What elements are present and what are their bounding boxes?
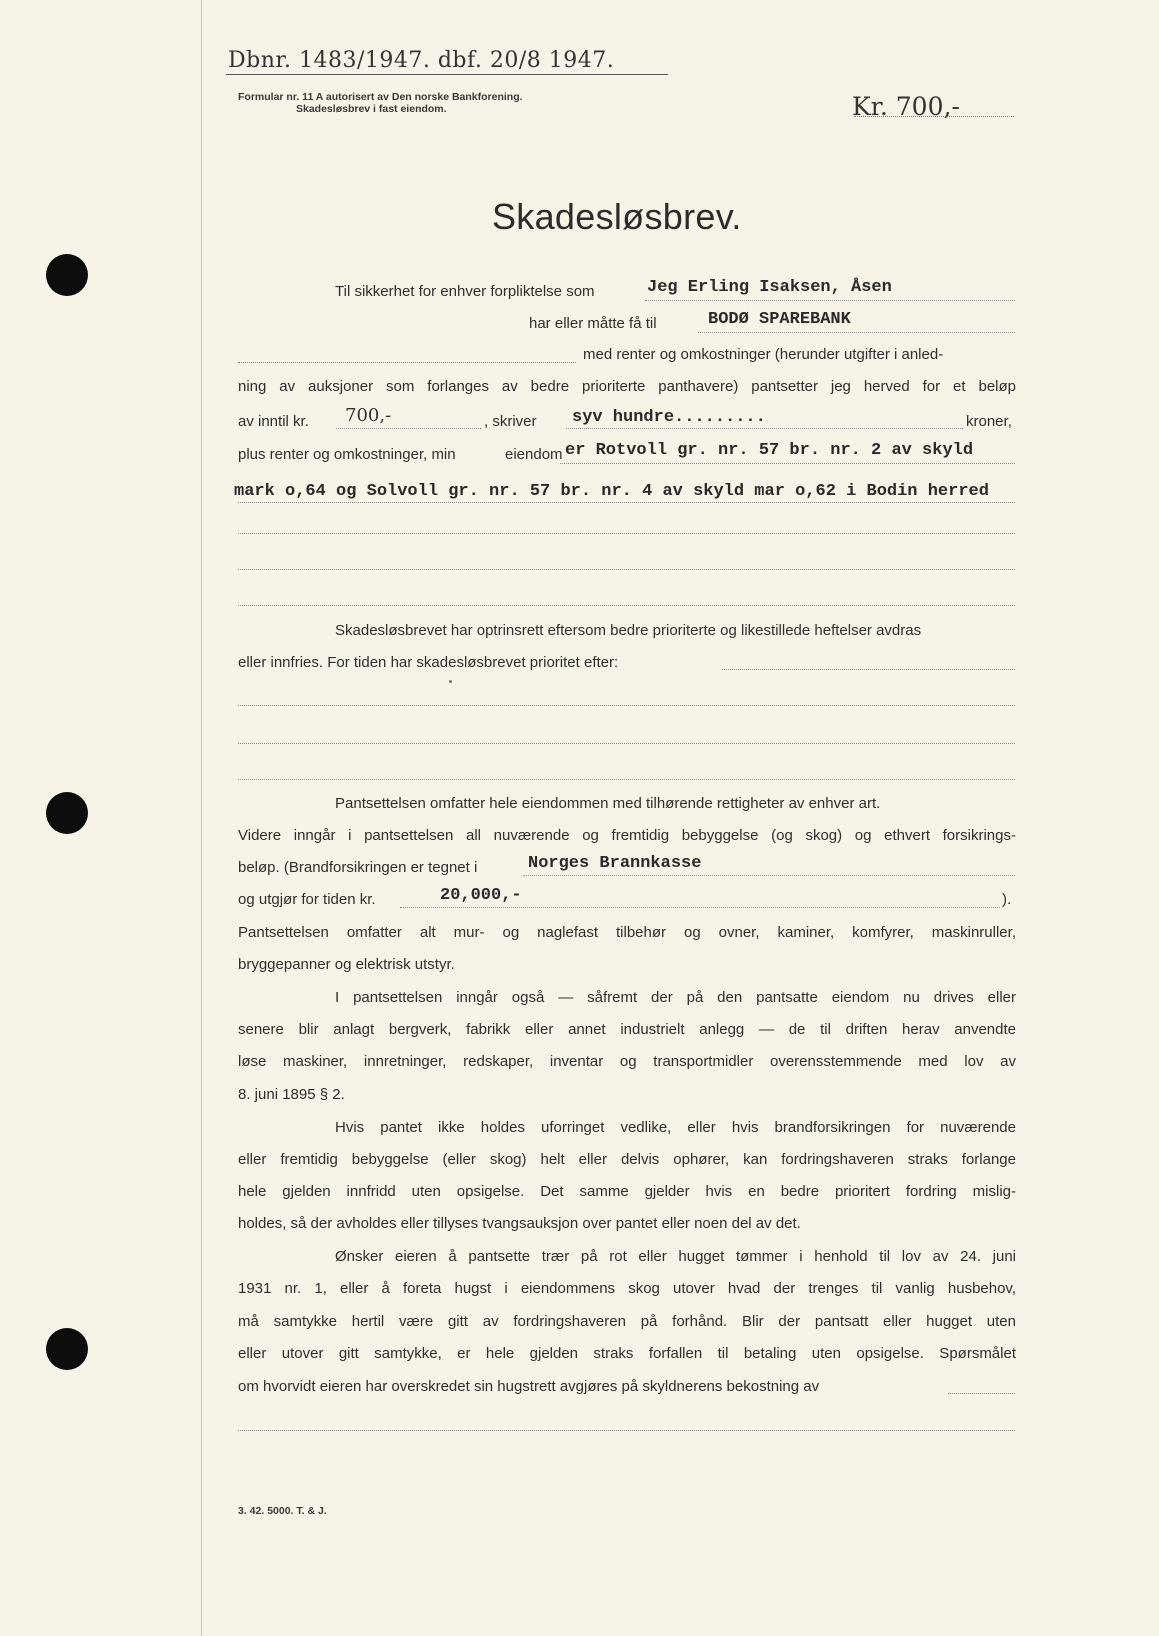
margin-line	[201, 0, 202, 1636]
sec1-line6-text: plus renter og omkostninger, min	[238, 446, 456, 463]
registration-number: Dbnr. 1483/1947. dbf. 20/8 1947.	[228, 48, 615, 73]
form-identifier	[238, 91, 523, 115]
sec6-dotted-end	[948, 1393, 1015, 1394]
creditor-dotted-line	[698, 332, 1015, 333]
sec6-line4: eller utover gitt samtykke, er hele gjelden straks forfallen til betaling uten opsigelse. Spørsmålet	[238, 1345, 1016, 1362]
property-line2: mark o,64 og Solvoll gr. nr. 57 br. nr. 4 av skyld mar o,62 i Bodin herred	[234, 482, 989, 501]
punch-hole-bottom	[46, 1328, 88, 1370]
sec6-line1: Ønsker eieren å pantsette trær på rot eller hugget tømmer i henhold til lov av 24. juni	[335, 1248, 1016, 1265]
sec5-line4: holdes, så der avholdes eller tillyses tvangsauksjon over pantet eller noen del av det.	[238, 1215, 801, 1232]
blank-dotted-line-1	[238, 533, 1015, 534]
sum-words: syv hundre.........	[572, 408, 766, 427]
sec5-line1: Hvis pantet ikke holdes uforringet vedlike, eller hvis brandforsikringen for nuværende	[335, 1119, 1016, 1136]
insured-sum-dotted-line	[400, 907, 1000, 908]
amount-prefix: Kr.	[852, 92, 888, 121]
sec2-line1: Skadesløsbrevet har optrinsrett eftersom bedre prioriterte og likestillede heftelser avdras	[335, 622, 922, 639]
sec3-line1: Pantsettelsen omfatter hele eiendommen med tilhørende rettigheter av enhver art.	[335, 795, 881, 812]
sec3-line4: og utgjør for tiden kr.	[238, 891, 376, 908]
sec3-line5: Pantsettelsen omfatter alt mur- og naglefast tilbehør og ovner, kaminer, komfyrer, maskinruller,	[238, 924, 1016, 941]
sec1-line5-b: , skriver	[484, 413, 537, 430]
sec6-line2: 1931 nr. 1, eller å foreta hugst i eiendommens skog utover hvad der trenges til vanlig husbehov,	[238, 1280, 1016, 1297]
sec3-line6: bryggepanner og elektrisk utstyr.	[238, 956, 455, 973]
property-line1-dotted	[560, 463, 1015, 464]
sum-words-dotted-line	[566, 428, 963, 429]
property-line1: er Rotvoll gr. nr. 57 br. nr. 2 av skyld	[565, 441, 974, 460]
amount-value: 700,-	[895, 92, 960, 121]
registration-underline	[226, 74, 668, 75]
sec4-line2: senere blir anlagt bergverk, fabrikk eller annet industrielt anlegg — de til driften herav anvendte	[238, 1021, 1016, 1038]
sum-numeric-dotted-line	[336, 428, 481, 429]
sec1-line1-text: Til sikkerhet for enhver forpliktelse som	[335, 283, 595, 300]
sec5-line2: eller fremtidig bebyggelse (eller skog) helt eller delvis ophører, kan fordringshaveren straks forlange	[238, 1151, 1016, 1168]
sec4-line1: I pantsettelsen inngår også — såfremt der på den pantsatte eiendom nu drives eller	[335, 989, 1016, 1006]
blank-dotted-line-2	[238, 569, 1015, 570]
blank-dotted-line-5	[238, 743, 1015, 744]
sec1-line3-text: med renter og omkostninger (herunder utgifter i anled-	[583, 346, 944, 363]
sec3-line2: Videre inngår i pantsettelsen all nuværende og fremtidig bebyggelse (og skog) og ethvert forsikrings-	[238, 827, 1016, 844]
sec1-blank-dotted-line	[238, 362, 576, 363]
sec3-line3: beløp. (Brandforsikringen er tegnet i	[238, 859, 478, 876]
creditor-name: BODØ SPAREBANK	[708, 310, 851, 329]
sec6-line5: om hvorvidt eieren har overskredet sin hugstrett avgjøres på skyldnerens bekostning av	[238, 1378, 820, 1395]
sec6-line3: må samtykke hertil være gitt av fordringshaveren på forhånd. Blir der pantsatt eller hugget uten	[238, 1313, 1016, 1330]
amount-underline	[854, 116, 1014, 117]
debtor-dotted-line	[645, 300, 1015, 301]
punch-hole-top	[46, 254, 88, 296]
sec1-line2-text: har eller måtte få til	[529, 315, 657, 332]
document-title: Skadesløsbrev.	[492, 196, 742, 237]
insurer-dotted-line	[523, 875, 1015, 876]
insured-sum: 20,000,-	[440, 886, 522, 905]
punch-hole-middle	[46, 792, 88, 834]
sec1-line5-c: kroner,	[966, 413, 1012, 430]
ink-dot	[449, 680, 452, 683]
sec5-line3: hele gjelden innfridd uten opsigelse. Det samme gjelder hvis en bedre prioritert fordring mislig-	[238, 1183, 1016, 1200]
property-line2-dotted	[238, 502, 1015, 503]
blank-dotted-line-3	[238, 605, 1015, 606]
sec1-line6-eiendom: eiendom	[505, 446, 563, 463]
sum-numeric: 700,-	[345, 405, 392, 426]
sec4-line4: 8. juni 1895 § 2.	[238, 1086, 345, 1103]
form-identifier-line2: Skadesløsbrev i fast eiendom.	[296, 103, 447, 115]
blank-dotted-line-6	[238, 779, 1015, 780]
print-code: 3. 42. 5000. T. & J.	[238, 1505, 327, 1517]
insurer-name: Norges Brannkasse	[528, 854, 702, 873]
priority-dotted-line	[722, 669, 1015, 670]
sec3-line4-end: ).	[1002, 891, 1012, 908]
blank-dotted-line-7	[238, 1430, 1015, 1431]
blank-dotted-line-4	[238, 705, 1015, 706]
debtor-name: Jeg Erling Isaksen, Åsen	[647, 278, 892, 297]
sec4-line3: løse maskiner, innretninger, redskaper, inventar og transportmidler overensstemmende med lov av	[238, 1053, 1016, 1070]
sec2-line2: eller innfries. For tiden har skadesløsbrevet prioritet efter:	[238, 654, 619, 671]
form-identifier-line1: Formular nr. 11 A autorisert av Den norske Bankforening.	[238, 91, 523, 103]
sec1-line5-a: av inntil kr.	[238, 413, 309, 430]
sec1-line4-text: ning av auksjoner som forlanges av bedre prioriterte panthavere) pantsetter jeg herved for et beløp	[238, 378, 1016, 395]
